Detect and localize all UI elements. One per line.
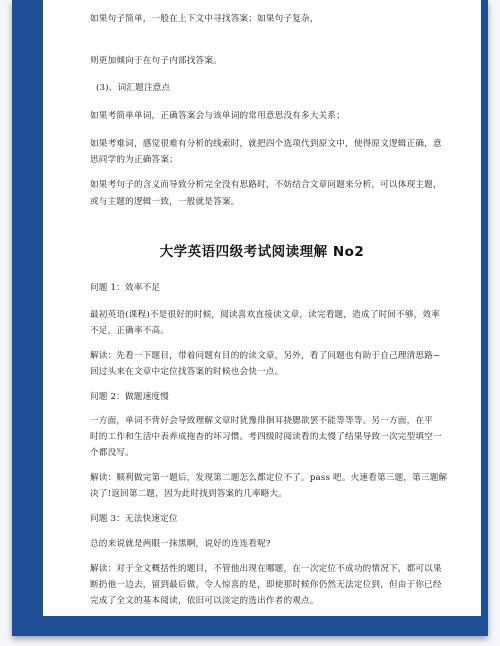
text-line: 个都没写。 <box>90 448 134 458</box>
question-heading: 问题 1：效率不足 <box>90 283 161 293</box>
text-line: 解读：对于全文概括性的题目，不管他出现在哪题，在一次定位不成功的情况下，都可以果 <box>90 564 442 574</box>
text-line: 一方面，单词不背好会导致理解文章时犹豫徘徊耳挠腮欲罢不能等等等。另一方面，在平 <box>90 416 433 426</box>
text-line: 解读：顺利做完第一题后，发现第二题怎么都定位不了。pass 吧。火速看第三题，第三题解 <box>90 473 448 483</box>
text-line: 总的来说就是两眼一抹黑啊，说好的连连看呢? <box>90 539 271 549</box>
text-line: 如果考简单单词，正确答案会与该单词的常用意思没有多大关系； <box>90 111 346 121</box>
text-line: 回过头来在文章中定位找答案的时候也会快一点。 <box>90 367 284 377</box>
text-line: 如果句子简单，一般在上下文中寻找答案；如果句子复杂， <box>90 14 319 24</box>
text-line: 解读：先看一下题目，带着问题有目的的读文章，另外，看了问题也有助于自己理清思路~ <box>90 351 441 361</box>
page-title-text: 大学英语四级考试阅读理解 No2 <box>159 244 365 260</box>
question-heading: 问题 2：做题速度慢 <box>90 392 169 402</box>
text-line: 时的工作和生活中表养成拖杳的坏习惯。考四级时阅读看的太慢了结果导致一次完型填空一 <box>90 432 442 442</box>
page-frame <box>12 0 488 636</box>
text-line: 断扔他一边去，留到最后做。令人惊喜的是，即使那时候你仍然无法定位到，但由于你已经 <box>90 580 442 590</box>
text-line: 决了!返回第二题，因为此时找到答案的几率略大。 <box>90 489 288 499</box>
text-line: 最初英语(课程)不是很好的时候，阅读喜欢直接读文章，读完看题，造成了时间不够，效率 <box>90 310 441 320</box>
question-heading: 问题 3：无法快速定位 <box>90 514 178 524</box>
text-line: 完成了全文的基本阅读，依旧可以淡定的选出作者的观点。 <box>90 596 319 606</box>
text-line: 如果考句子的含义而导致分析完全没有思路时，不妨结合文章问题来分析，可以体现主题， <box>90 180 442 190</box>
text-line: 或与主题的逻辑一致，一般就是答案。 <box>90 197 240 207</box>
text-line: 则更加倾向于在句子内部找答案。 <box>90 56 222 66</box>
text-line: 思同学的为正确答案； <box>90 155 178 165</box>
section-heading: (3)、词汇题注意点 <box>96 83 171 93</box>
text-line: 不足，正确率不高。 <box>90 326 170 336</box>
page-title <box>43 240 481 260</box>
document-page <box>43 0 481 616</box>
text-line: 如果考难词，感觉很难有分析的线索时，就把四个选项代到原文中，使得原文逻辑正确，意 <box>90 139 442 149</box>
